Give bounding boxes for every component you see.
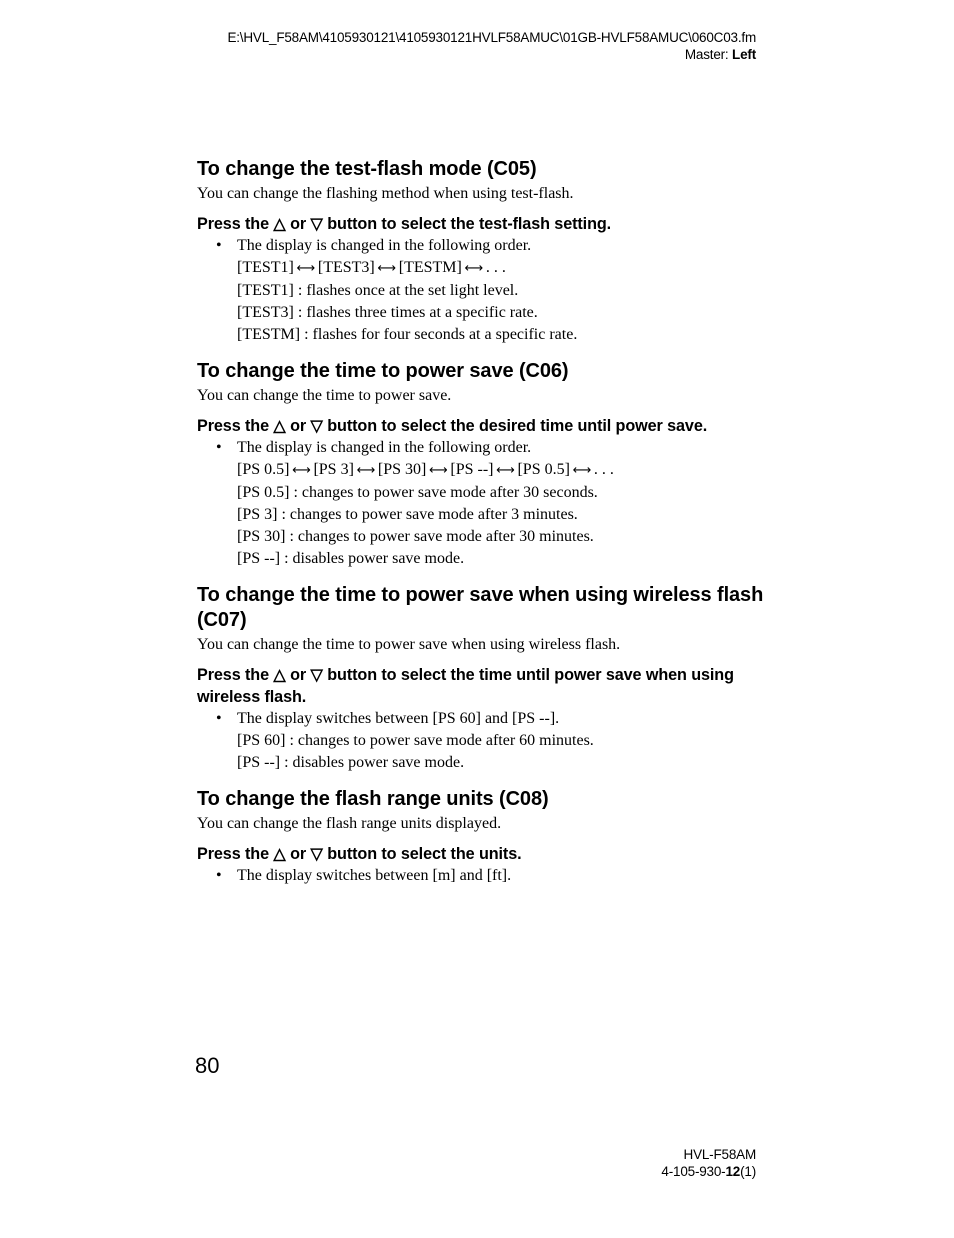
section-title: To change the time to power save (C06) bbox=[197, 360, 569, 382]
double-arrow-icon: ⟷ bbox=[296, 261, 316, 276]
section-title: To change the flash range units (C08) bbox=[197, 788, 549, 810]
master-value: Left bbox=[732, 47, 756, 62]
instruction: Press the △ or ▽ button to select the test-flash setting. bbox=[197, 215, 612, 233]
section-c07 bbox=[197, 583, 787, 774]
detail-line: [TESTM] : flashes for four seconds at a specific rate. bbox=[237, 326, 578, 343]
file-header bbox=[227, 29, 756, 63]
bullet-text: The display is changed in the following order. bbox=[237, 439, 532, 456]
double-arrow-icon: ⟷ bbox=[464, 261, 484, 276]
bullet-text: The display switches between [PS 60] and [PS --]. bbox=[237, 710, 560, 727]
bullet-item bbox=[197, 708, 787, 730]
section-c05 bbox=[197, 157, 787, 346]
sequence-step: [PS 30] bbox=[377, 461, 427, 478]
double-arrow-icon: ⟷ bbox=[572, 463, 592, 478]
double-arrow-icon: ⟷ bbox=[377, 261, 397, 276]
file-path: E:\HVL_F58AM\4105930121\4105930121HVLF58AMUC\01GB-HVLF58AMUC\060C03.fm bbox=[227, 30, 756, 45]
bullet-icon: • bbox=[216, 867, 222, 884]
sequence-step: [PS --] bbox=[450, 461, 494, 478]
sequence-step: . . . bbox=[593, 461, 614, 478]
bullet-item bbox=[197, 235, 787, 257]
section-intro: You can change the flash range units displayed. bbox=[197, 815, 502, 832]
bullet-text: The display switches between [m] and [ft]. bbox=[237, 867, 512, 884]
detail-line: [TEST3] : flashes three times at a specific rate. bbox=[237, 304, 538, 321]
section-title: To change the time to power save when using wireless flash (C07) bbox=[197, 584, 764, 631]
section-title: To change the test-flash mode (C05) bbox=[197, 158, 537, 180]
sequence-line bbox=[197, 257, 787, 280]
double-arrow-icon: ⟷ bbox=[356, 463, 376, 478]
double-arrow-icon: ⟷ bbox=[292, 463, 311, 478]
page-content bbox=[197, 157, 787, 900]
bullet-item bbox=[197, 865, 787, 887]
sequence-line bbox=[197, 459, 787, 482]
sequence-step: [TESTM] bbox=[398, 259, 462, 276]
master-label-text: Master: bbox=[684, 47, 733, 62]
sequence-step: [PS 0.5] bbox=[237, 461, 290, 478]
section-intro: You can change the flashing method when using test-flash. bbox=[197, 185, 574, 202]
detail-line: [PS --] : disables power save mode. bbox=[237, 754, 465, 771]
section-intro: You can change the time to power save when using wireless flash. bbox=[197, 636, 621, 653]
code-suffix: (1) bbox=[740, 1164, 756, 1179]
double-arrow-icon: ⟷ bbox=[496, 463, 515, 478]
sequence-step: . . . bbox=[485, 259, 506, 276]
page-number: 80 bbox=[195, 1053, 220, 1078]
sequence-step: [TEST3] bbox=[317, 259, 375, 276]
model-name: HVL-F58AM bbox=[683, 1147, 756, 1162]
detail-line: [PS 60] : changes to power save mode after 60 minutes. bbox=[237, 732, 594, 749]
double-arrow-icon: ⟷ bbox=[429, 463, 448, 478]
section-c08 bbox=[197, 787, 787, 887]
detail-line: [TEST1] : flashes once at the set light level. bbox=[237, 282, 519, 299]
section-c06 bbox=[197, 359, 787, 570]
code-bold: 12 bbox=[725, 1164, 741, 1179]
file-footer bbox=[661, 1146, 756, 1180]
sequence-step: [PS 0.5] bbox=[517, 461, 570, 478]
code-prefix: 4-105-930- bbox=[661, 1164, 726, 1179]
instruction: Press the △ or ▽ button to select the units. bbox=[197, 845, 522, 863]
section-intro: You can change the time to power save. bbox=[197, 387, 452, 404]
detail-line: [PS 30] : changes to power save mode after 30 minutes. bbox=[237, 528, 594, 545]
bullet-text: The display is changed in the following order. bbox=[237, 237, 532, 254]
bullet-icon: • bbox=[216, 710, 222, 727]
document-code bbox=[661, 1163, 756, 1180]
instruction: Press the △ or ▽ button to select the time until power save when using wireless flash. bbox=[197, 666, 734, 706]
sequence-step: [PS 3] bbox=[313, 461, 354, 478]
master-label bbox=[227, 46, 756, 63]
sequence-step: [TEST1] bbox=[237, 259, 294, 276]
bullet-icon: • bbox=[216, 237, 222, 254]
bullet-icon: • bbox=[216, 439, 222, 456]
instruction: Press the △ or ▽ button to select the desired time until power save. bbox=[197, 417, 708, 435]
bullet-item bbox=[197, 437, 787, 459]
detail-line: [PS --] : disables power save mode. bbox=[237, 550, 465, 567]
detail-line: [PS 0.5] : changes to power save mode after 30 seconds. bbox=[237, 484, 598, 501]
detail-line: [PS 3] : changes to power save mode after 3 minutes. bbox=[237, 506, 578, 523]
